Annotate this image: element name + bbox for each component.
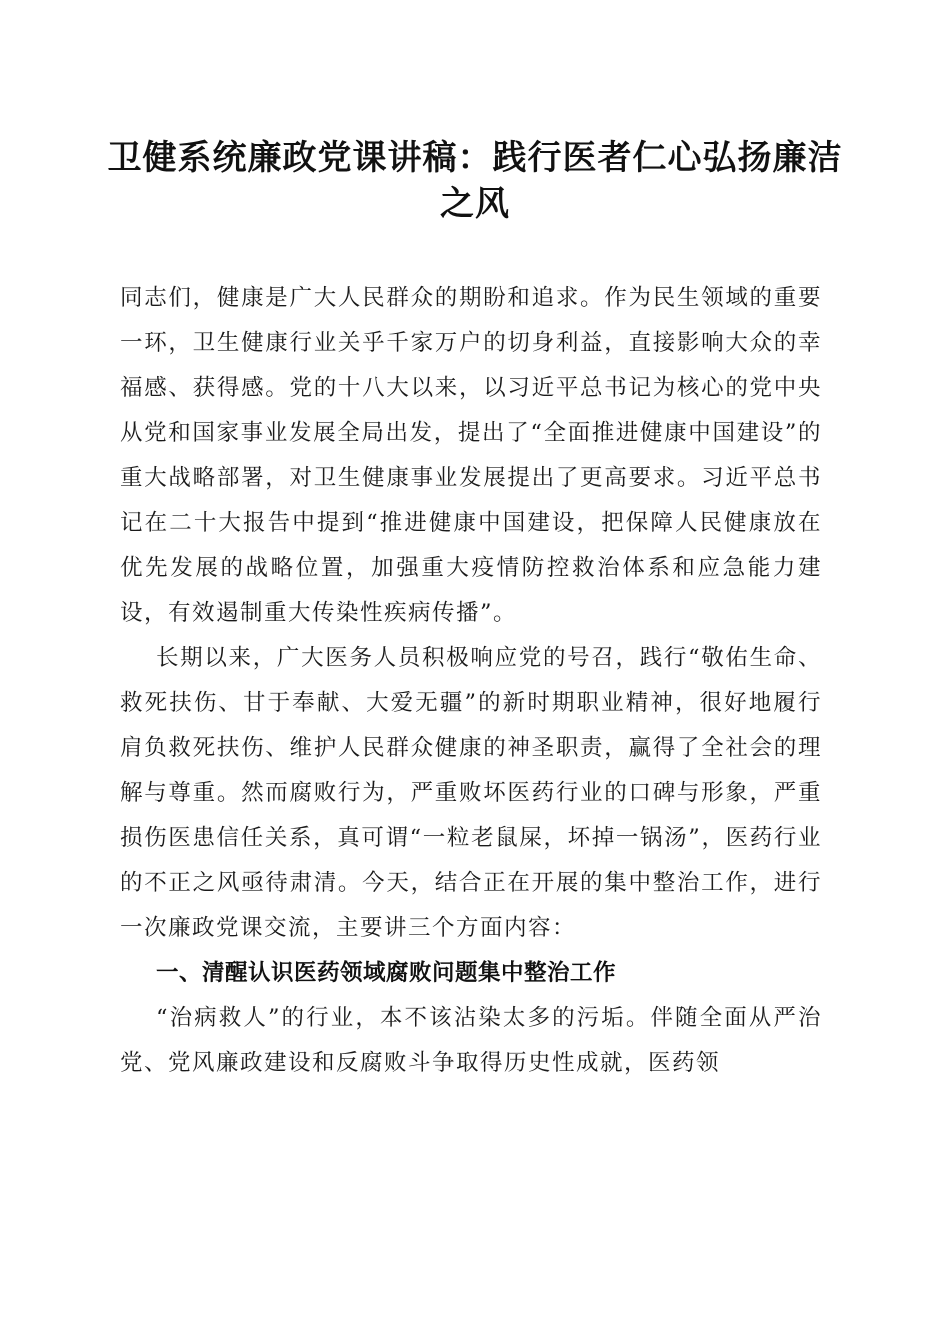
document-body xyxy=(120,276,822,1086)
body-paragraph-background: 长期以来，广大医务人员积极响应党的号召，践行“敬佑生命、救死扶伤、甘于奉献、大爱无疆”的新时期职业精神，很好地履行肩负救死扶伤、维护人民群众健康的神圣职责，赢得了全社会的理解与尊重。然而腐败行为，严重败坏医药行业的口碑与形象，严重损伤医患信任关系，真可谓“一粒老鼠屎，坏掉一锅汤”，医药行业的不正之风亟待肃清。今天，结合正在开展的集中整治工作，进行一次廉政党课交流，主要讲三个方面内容： xyxy=(120,645,822,941)
document-title: 卫健系统廉政党课讲稿：践行医者仁心弘扬廉洁之风 xyxy=(107,138,843,224)
section-heading-1: 一、清醒认识医药领域腐败问题集中整治工作 xyxy=(156,960,617,986)
section-1-paragraph: “治病救人”的行业，本不该沾染太多的污垢。伴随全面从严治党、党风廉政建设和反腐败斗争取得历史性成就，医药领 xyxy=(120,1005,822,1076)
body-paragraph-opening: 同志们，健康是广大人民群众的期盼和追求。作为民生领域的重要一环，卫生健康行业关乎千家万户的切身利益，直接影响大众的幸福感、获得感。党的十八大以来，以习近平总书记为核心的党中央从党和国家事业发展全局出发，提出了“全面推进健康中国建设”的重大战略部署，对卫生健康事业发展提出了更高要求。习近平总书记在二十大报告中提到“推进健康中国建设，把保障人民健康放在优先发展的战略位置，加强重大疫情防控救治体系和应急能力建设，有效遏制重大传染性疾病传播”。 xyxy=(120,285,822,626)
